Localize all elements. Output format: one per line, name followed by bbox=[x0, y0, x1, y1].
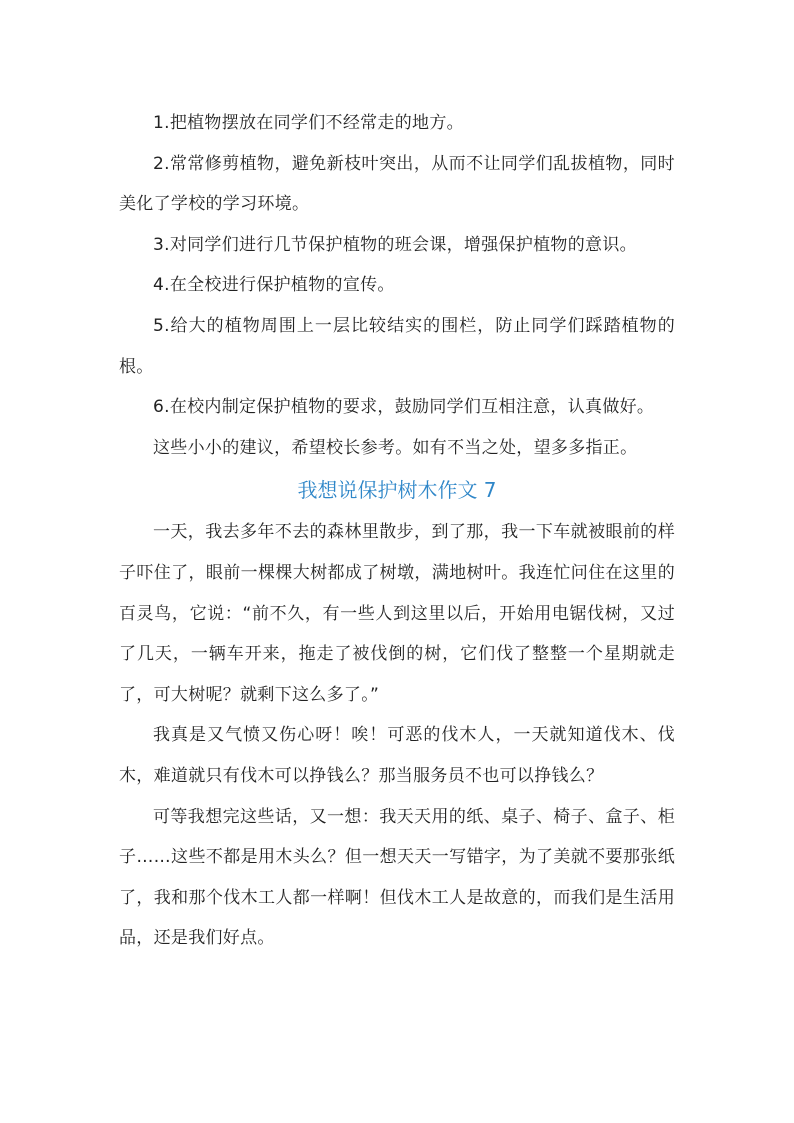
list-item: 1.把植物摆放在同学们不经常走的地方。 bbox=[153, 113, 464, 133]
essay-title: 我想说保护树木作文 7 bbox=[297, 478, 497, 503]
list-item: 2.常常修剪植物，避免新枝叶突出，从而不让同学们乱拔植物，同时美化了学校的学习环境。 bbox=[119, 153, 675, 215]
list-item: 5.给大的植物周围上一层比较结实的围栏，防止同学们踩踏植物的根。 bbox=[119, 315, 675, 377]
list-item: 3.对同学们进行几节保护植物的班会课，增强保护植物的意识。 bbox=[153, 234, 637, 255]
closing-paragraph: 这些小小的建议，希望校长参考。如有不当之处，望多多指正。 bbox=[153, 437, 638, 458]
list-item: 4.在全校进行保护植物的宣传。 bbox=[153, 275, 395, 296]
essay-paragraph: 可等我想完这些话，又一想：我天天用的纸、桌子、椅子、盒子、柜子……这些不都是用木头么？但一想天天一写错字，为了美就不要那张纸了，我和那个伐木工人都一样啊！但伐木工人是故意的，而我们是生活用品，还是我们好点。 bbox=[119, 806, 675, 949]
list-item: 6.在校内制定保护植物的要求，鼓励同学们互相注意，认真做好。 bbox=[153, 397, 655, 418]
essay-paragraph: 我真是又气愤又伤心呀！唉！可恶的伐木人，一天就知道伐木、伐木，难道就只有伐木可以挣钱么？那当服务员不也可以挣钱么？ bbox=[119, 725, 675, 786]
essay-paragraph: 一天，我去多年不去的森林里散步，到了那，我一下车就被眼前的样子吓住了，眼前一棵棵大树都成了树墩，满地树叶。我连忙问住在这里的百灵鸟，它说：“前不久，有一些人到这里以后，开始用电锯伐树，又过了几天，一辆车开来，拖走了被伐倒的树，它们伐了整整一个星期就走了，可大树呢？就剩下这么多了。” bbox=[119, 522, 675, 705]
document-body bbox=[119, 103, 675, 959]
